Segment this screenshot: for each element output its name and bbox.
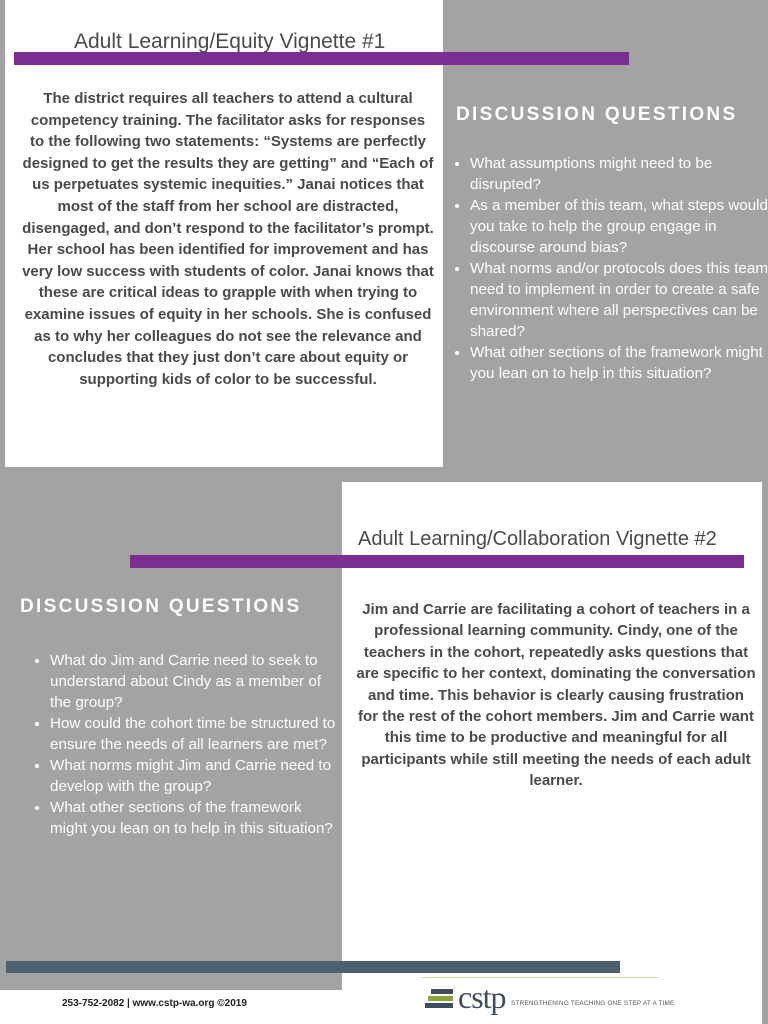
cstp-logo: [422, 977, 675, 1022]
logo-tagline: STRENGTHENING TEACHING ONE STEP AT A TIME: [511, 1000, 675, 1007]
vignette-2-title: Adult Learning/Collaboration Vignette #2: [358, 527, 717, 550]
logo-wordmark: cstp: [458, 979, 506, 1015]
question-item: • What norms might Jim and Carrie need to develop with the group?: [50, 755, 340, 797]
question-item: • What do Jim and Carrie need to seek to understand about Cindy as a member of the group?: [50, 650, 340, 713]
vignette-1-text: The district requires all teachers to attend a cultural competency training. The facilitator asks for responses to the following two statements: “Systems are perfectly designed to get the results they are getting” and “Each of us perpetuates systemic inequities.” Janai notices that most of the staff from her school are distracted, disengaged, and don’t respond to the facilitator’s prompt. Her school has been identified for improvement and has very low success with students of color. Janai knows that these are critical ideas to grapple with when trying to examine issues of equity in her schools. She is confused as to why her colleagues do not see the relevance and concludes that they just don’t care about equity or supporting kids of color to be successful.: [22, 90, 434, 388]
question-item: • How could the cohort time be structured to ensure the needs of all learners are met?: [50, 713, 340, 755]
vignette-2-accent-bar: [130, 555, 744, 568]
question-item: • What assumptions might need to be disrupted?: [470, 153, 768, 195]
vignette-1-questions-list: [450, 153, 768, 384]
footer-divider-bar: [6, 961, 620, 973]
vignette-2-questions-heading: DISCUSSION QUESTIONS: [20, 596, 302, 617]
question-item: • What other sections of the framework might you lean on to help in this situation?: [470, 342, 768, 384]
stairs-icon: [425, 987, 459, 1013]
vignette-2-text: Jim and Carrie are facilitating a cohort of teachers in a professional learning community. Cindy, one of the teachers in the cohort, repeatedly asks questions that are specific to her context, dominating the conversation and time. This behavior is clearly causing frustration for the rest of the cohort members. Jim and Carrie want this time to be productive and meaningful for all participants while still meeting the needs of each adult learner.: [356, 601, 756, 790]
vignette-1-questions-heading: DISCUSSION QUESTIONS: [456, 104, 738, 125]
vignette-2-questions-list: [30, 650, 340, 839]
question-item: • What other sections of the framework might you lean on to help in this situation?: [50, 797, 340, 839]
question-item: • As a member of this team, what steps would you take to help the group engage in discourse around bias?: [470, 195, 768, 258]
footer-contact: 253-752-2082 | www.cstp-wa.org ©2019: [62, 998, 247, 1009]
question-item: • What norms and/or protocols does this team need to implement in order to create a safe environment where all perspectives can be shared?: [470, 258, 768, 342]
vignette-1-title: Adult Learning/Equity Vignette #1: [74, 30, 386, 54]
logo-top-line: [422, 977, 658, 978]
